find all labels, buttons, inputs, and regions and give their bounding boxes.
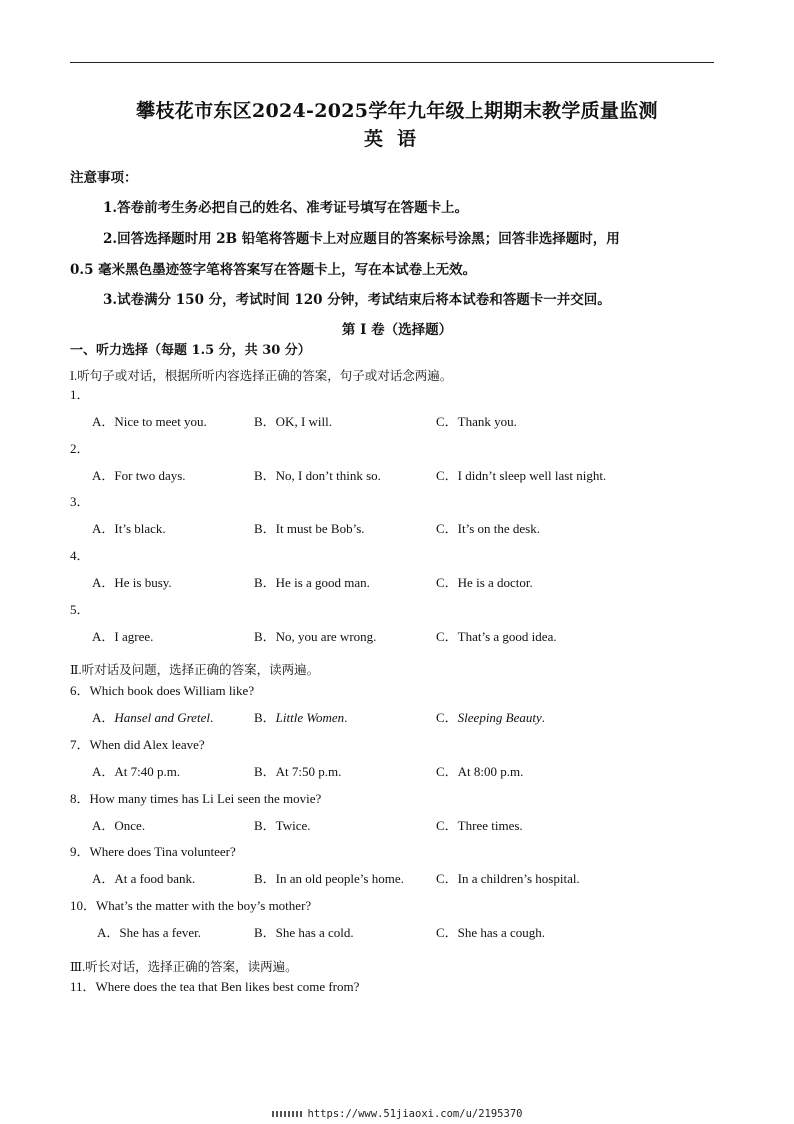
notice-heading: 注意事项： xyxy=(70,170,138,186)
question-text: 8．How many times has Li Lei seen the movie? xyxy=(70,791,322,806)
part-title: 第 I 卷（选择题） xyxy=(341,322,453,338)
option-a: A．At 7:40 p.m. xyxy=(92,764,181,779)
option-b: B．Twice. xyxy=(254,818,311,833)
option-c: C．He is a doctor. xyxy=(436,575,533,590)
notice-item-2-cont: 0.5 毫米黑色墨迹签字笔将答案写在答题卡上，写在本试卷上无效。 xyxy=(70,262,477,278)
option-a: A．She has a fever. xyxy=(97,925,201,940)
option-c: C．She has a cough. xyxy=(436,925,546,940)
option-a: A．Once. xyxy=(92,818,146,833)
option-c: C．It’s on the desk. xyxy=(436,521,540,536)
option-a: A．Hansel and Gretel. xyxy=(92,710,214,725)
option-c: C．That’s a good idea. xyxy=(436,629,557,644)
notice-item-2: 2.回答选择题时用 2B 铅笔将答题卡上对应题目的答案标号涂黑；回答非选择题时，用 xyxy=(103,231,620,247)
option-a: A．I agree. xyxy=(92,629,154,644)
option-c: C．Sleeping Beauty. xyxy=(436,710,546,725)
question-number: 3． xyxy=(70,494,90,509)
option-b: B．OK, I will. xyxy=(254,414,333,429)
question-text: 7．When did Alex leave? xyxy=(70,737,205,752)
option-b: B．No, you are wrong. xyxy=(254,629,377,644)
question-text: 6．Which book does William like? xyxy=(70,683,255,698)
option-b: B．She has a cold. xyxy=(254,925,354,940)
option-b: B．Little Women. xyxy=(254,710,348,725)
footer-url[interactable]: https://www.51jiaoxi.com/u/2195370 xyxy=(307,1108,523,1120)
header-rule xyxy=(70,62,714,63)
option-c: C．In a children’s hospital. xyxy=(436,871,580,886)
section-1-instruction: I.听句子或对话，根据所听内容选择正确的答案，句子或对话念两遍。 xyxy=(70,369,453,383)
option-b: B．It must be Bob’s. xyxy=(254,521,365,536)
option-b: B．No, I don’t think so. xyxy=(254,468,381,483)
option-a: A．For two days. xyxy=(92,468,186,483)
question-number: 4． xyxy=(70,548,90,563)
notice-item-1: 1.答卷前考生务必把自己的姓名、准考证号填写在答题卡上。 xyxy=(103,200,469,216)
question-number: 5． xyxy=(70,602,90,617)
option-b: B．He is a good man. xyxy=(254,575,370,590)
option-a: A．He is busy. xyxy=(92,575,172,590)
subject-title: 英语 xyxy=(363,128,430,150)
option-a: A．It’s black. xyxy=(92,521,166,536)
question-number: 1． xyxy=(70,387,90,402)
option-c: C．Three times. xyxy=(436,818,523,833)
exam-title: 攀枝花市东区2024-2025学年九年级上期期末教学质量监测 xyxy=(136,100,658,122)
option-a: A．Nice to meet you. xyxy=(92,414,207,429)
option-a: A．At a food bank. xyxy=(92,871,196,886)
watermark-icon xyxy=(272,1111,302,1117)
footer xyxy=(0,1108,794,1120)
option-b: B．In an old people’s home. xyxy=(254,871,404,886)
option-c: C．I didn’t sleep well last night. xyxy=(436,468,607,483)
section-3-instruction: Ⅲ.听长对话，选择正确的答案，读两遍。 xyxy=(70,960,298,974)
option-c: C．Thank you. xyxy=(436,414,517,429)
question-number: 2． xyxy=(70,441,90,456)
option-c: C．At 8:00 p.m. xyxy=(436,764,524,779)
question-text: 11．Where does the tea that Ben likes best come from? xyxy=(70,979,360,994)
question-text: 9．Where does Tina volunteer? xyxy=(70,844,236,859)
question-text: 10．What’s the matter with the boy’s mother? xyxy=(70,898,312,913)
notice-item-3: 3.试卷满分 150 分，考试时间 120 分钟，考试结束后将本试卷和答题卡一并交回。 xyxy=(103,292,611,308)
section-2-instruction: Ⅱ.听对话及问题，选择正确的答案，读两遍。 xyxy=(70,663,320,677)
section-title: 一、听力选择（每题 1.5 分，共 30 分） xyxy=(70,343,311,358)
option-b: B．At 7:50 p.m. xyxy=(254,764,342,779)
